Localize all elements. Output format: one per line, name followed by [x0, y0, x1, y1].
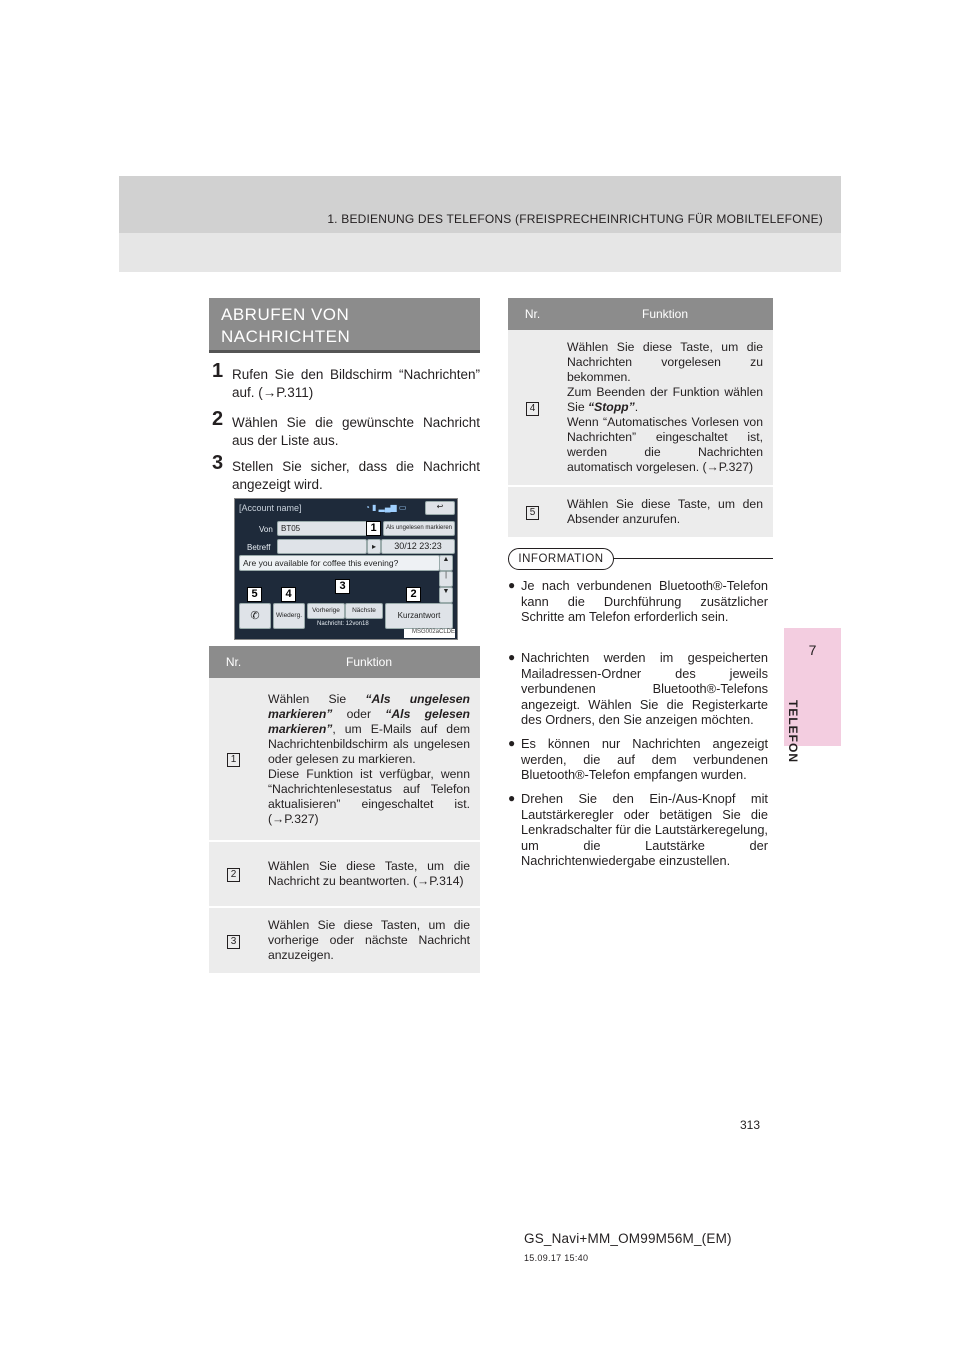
table-row — [209, 841, 480, 907]
section-heading — [209, 298, 480, 353]
message-counter: Nachricht: 12von18 — [317, 621, 369, 627]
print-timestamp: 15.09.17 15:40 — [524, 1253, 589, 1263]
row-number: 2 — [227, 868, 240, 882]
betreff-label: Betreff — [247, 543, 271, 552]
step-number: 3 — [212, 452, 224, 474]
bullet-icon: ● — [508, 578, 516, 592]
chapter-label: TELEFON — [786, 700, 800, 763]
mark-unread-button[interactable]: Als ungelesen markieren — [383, 521, 455, 536]
info-item: ● Es können nur Nachrichten angezeigt werden, die auf dem verbundenen Bluetooth®-Telefon empfangen wurden. — [508, 736, 768, 782]
col-nr: Nr. — [508, 298, 557, 330]
header-title: 1. BEDIENUNG DES TELEFONS (FREISPRECHEINRICHTUNG FÜR MOBILTELEFONE) — [327, 212, 823, 226]
next-button[interactable]: Nächste — [345, 603, 383, 619]
row-description: Wählen Sie diese Taste, um den Absender anzurufen. — [557, 486, 773, 538]
account-name: [Account name] — [239, 503, 302, 513]
info-item: ● Nachrichten werden im gespeicherten Mailadressen-Ordner des jeweils verbundenen Bluetooth®-Telefons angezeigt. Wählen Sie die Registerkarte des Ordners, den Sie anzeigen möchten. — [508, 650, 768, 727]
wiedergabe-button[interactable]: Wiederg. — [273, 603, 305, 629]
step-number: 1 — [212, 360, 224, 382]
row-number: 5 — [526, 506, 539, 520]
bullet-icon: ● — [508, 736, 516, 750]
row-description: Wählen Sie diese Tasten, um die vorherige oder nächste Nachricht anzuzeigen. — [258, 907, 480, 974]
col-nr: Nr. — [209, 646, 258, 678]
callout-1: 1 — [366, 521, 381, 536]
von-field: BT05 — [277, 521, 370, 536]
page-number: 313 — [740, 1118, 761, 1132]
bullet-icon: ● — [508, 791, 516, 805]
message-body: Are you available for coffee this evening? — [239, 555, 440, 571]
message-screen-illustration — [234, 498, 458, 640]
function-table-left — [209, 646, 480, 975]
previous-button[interactable]: Vorherige — [307, 603, 345, 619]
step-text: Stellen Sie sicher, dass die Nachricht angezeigt wird. — [232, 459, 480, 492]
row-number: 1 — [227, 753, 240, 767]
table-row — [209, 678, 480, 841]
callout-3: 3 — [335, 579, 350, 594]
function-table-right — [508, 298, 773, 539]
section-title-line2: NACHRICHTEN — [221, 327, 351, 346]
information-label: INFORMATION — [508, 548, 614, 570]
row-number: 4 — [526, 402, 539, 416]
info-item: ● Drehen Sie den Ein-/Aus-Knopf mit Lautstärkeregler oder betätigen Sie die Lenkradschalter für die Lautstärkeregelung, um die Lautstärke der Nachrichtenwiedergabe einzustellen. — [508, 791, 768, 868]
call-icon[interactable]: ✆ — [239, 603, 271, 629]
step-number: 2 — [212, 408, 224, 430]
col-funktion: Funktion — [557, 298, 773, 330]
bullet-icon: ● — [508, 650, 516, 664]
document-id: GS_Navi+MM_OM99M56M_(EM) — [524, 1231, 732, 1246]
scroll-up-icon[interactable]: ▲ — [439, 555, 453, 571]
row-description: Wählen Sie diese Taste, um die Nachrichten vorgelesen zu bekommen. Zum Beenden der Funktion wählen Sie “Stopp”. Wenn “Automatisches Vorlesen von Nachrichten” eingeschaltet ist, werden die Nachrichten automatisch vorgelesen. (→P.327) — [557, 330, 773, 486]
row-number: 3 — [227, 935, 240, 949]
scroll-bar[interactable]: | — [439, 571, 453, 587]
von-label: Von — [259, 525, 273, 534]
betreff-field — [277, 539, 367, 554]
table-row — [508, 330, 773, 486]
datetime-display: 30/12 23:23 — [381, 539, 455, 554]
step-2 — [212, 408, 480, 450]
row-description: Wählen Sie diese Taste, um die Nachricht zu beantworten. (→P.314) — [258, 841, 480, 907]
step-3 — [212, 452, 480, 494]
step-text: Rufen Sie den Bildschirm “Nachrichten” auf. (→P.311) — [232, 367, 480, 400]
col-funktion: Funktion — [258, 646, 480, 678]
scroll-down-icon[interactable]: ▼ — [439, 587, 453, 603]
back-button[interactable]: ↩ — [425, 501, 455, 515]
step-1 — [212, 360, 480, 402]
table-row — [209, 907, 480, 974]
table-row — [508, 486, 773, 538]
callout-5: 5 — [247, 587, 262, 602]
play-icon[interactable]: ▸ — [367, 539, 381, 554]
figure-caption: MSG002aCLDE — [404, 629, 455, 638]
section-title-line1: ABRUFEN VON — [221, 305, 350, 324]
table-header-row — [209, 646, 480, 678]
quick-reply-button[interactable]: Kurzantwort — [385, 603, 453, 629]
callout-2: 2 — [406, 587, 421, 602]
chapter-number: 7 — [808, 642, 817, 658]
status-icons: ◔ ▮ ▂▄▆ ▭ — [365, 503, 407, 512]
info-item: ● Je nach verbundenen Bluetooth®-Telefon kann die Durchführung zusätzlicher Schritte am Telefon erforderlich sein. — [508, 578, 768, 624]
step-text: Wählen Sie die gewünschte Nachricht aus der Liste aus. — [232, 415, 480, 448]
callout-4: 4 — [281, 587, 296, 602]
table-header-row — [508, 298, 773, 330]
row-description: Wählen Sie “Als ungelesen markieren” oder “Als gelesen markieren”, um E-Mails auf dem Nachrichtenbildschirm als ungelesen oder gelesen zu markieren. Diese Funktion ist verfügbar, wenn “Nachrichtenlesestatus auf Telefon aktualisieren” eingeschaltet ist. (→P.327) — [258, 678, 480, 841]
